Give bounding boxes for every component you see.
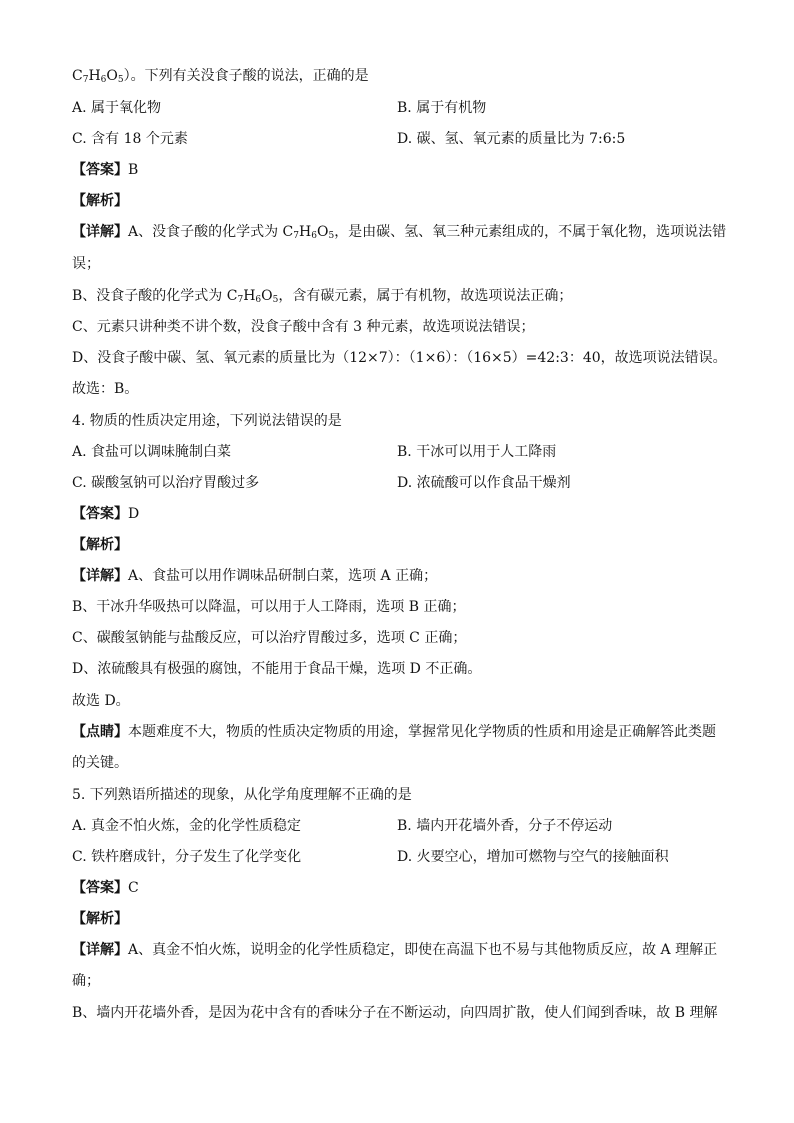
q4-option-d: D. 浓硫酸可以作食品干燥剂 <box>397 475 571 491</box>
q3-detail-c: C、元素只讲种类不讲个数，没食子酸中含有 3 种元素，故选项说法错误； <box>72 319 535 335</box>
q3-option-a: A. 属于氧化物 <box>72 100 162 116</box>
q5-detail-a-cont: 确； <box>72 973 100 989</box>
q5-detail-a: 【详解】A、真金不怕火炼，说明金的化学性质稳定，即使在高温下也不易与其他物质反应，故 A 理解正 <box>72 942 718 958</box>
q3-detail-d: D、没食子酸中碳、氢、氧元素的质量比为（12×7）：（1×6）：（16×5）=42:3：40，故选项说法错误。 <box>72 350 727 366</box>
q4-stem: 4. 物质的性质决定用途，下列说法错误的是 <box>72 413 342 429</box>
q4-comment: 【点睛】本题难度不大，物质的性质决定物质的用途，掌握常见化学物质的性质和用途是正确解答此类题 <box>72 724 716 740</box>
q3-stem-tail: $C_7H_6O_5$）。下列有关没食子酸的说法，正确的是 <box>72 68 369 85</box>
q3-detail-b: B、没食子酸的化学式为 $C_7H_6O_5$，含有碳元素，属于有机物，故选项说法正确； <box>72 288 573 305</box>
q4-detail-a: 【详解】A、食盐可以用作调味品研制白菜，选项 A 正确； <box>72 568 438 584</box>
q3-detail-a-cont: 误； <box>72 256 100 272</box>
q4-detail-c: C、碳酸氢钠能与盐酸反应，可以治疗胃酸过多，选项 C 正确； <box>72 630 467 646</box>
q4-option-a: A. 食盐可以调味腌制白菜 <box>72 444 232 460</box>
q4-detail-b: B、干冰升华吸热可以降温，可以用于人工降雨，选项 B 正确； <box>72 599 466 615</box>
q3-detail-a: 【详解】A、没食子酸的化学式为 $C_7H_6O_5$，是由碳、氢、氧三种元素组成的，不属于氧化物，选项说法错 <box>72 224 727 241</box>
q5-answer: 【答案】C <box>72 880 139 896</box>
q4-conclusion: 故选 D。 <box>72 693 130 709</box>
q3-answer: 【答案】B <box>72 162 139 178</box>
q3-conclusion: 故选：B。 <box>72 381 139 397</box>
q3-option-c: C. 含有 18 个元素 <box>72 131 188 147</box>
q3-option-b: B. 属于有机物 <box>397 100 487 116</box>
q4-analysis-heading: 【解析】 <box>72 537 128 553</box>
q3-option-d: D. 碳、氢、氧元素的质量比为 7:6:5 <box>397 131 626 147</box>
q4-option-b: B. 干冰可以用于人工降雨 <box>397 444 557 460</box>
q5-detail-b: B、墙内开花墙外香，是因为花中含有的香味分子在不断运动，向四周扩散，使人们闻到香味，故 B 理解 <box>72 1005 718 1021</box>
q4-detail-d: D、浓硫酸具有极强的腐蚀，不能用于食品干燥，选项 D 不正确。 <box>72 661 482 677</box>
q4-option-c: C. 碳酸氢钠可以治疗胃酸过多 <box>72 475 260 491</box>
q5-option-c: C. 铁杵磨成针，分子发生了化学变化 <box>72 849 302 865</box>
q5-analysis-heading: 【解析】 <box>72 911 128 927</box>
q3-analysis-heading: 【解析】 <box>72 193 128 209</box>
q5-option-d: D. 火要空心，增加可燃物与空气的接触面积 <box>397 849 669 865</box>
q4-answer: 【答案】D <box>72 506 140 522</box>
q5-stem: 5. 下列熟语所描述的现象，从化学角度理解不正确的是 <box>72 787 412 803</box>
q5-option-a: A. 真金不怕火炼，金的化学性质稳定 <box>72 818 302 834</box>
q4-comment-cont: 的关键。 <box>72 755 128 771</box>
q5-option-b: B. 墙内开花墙外香，分子不停运动 <box>397 818 613 834</box>
